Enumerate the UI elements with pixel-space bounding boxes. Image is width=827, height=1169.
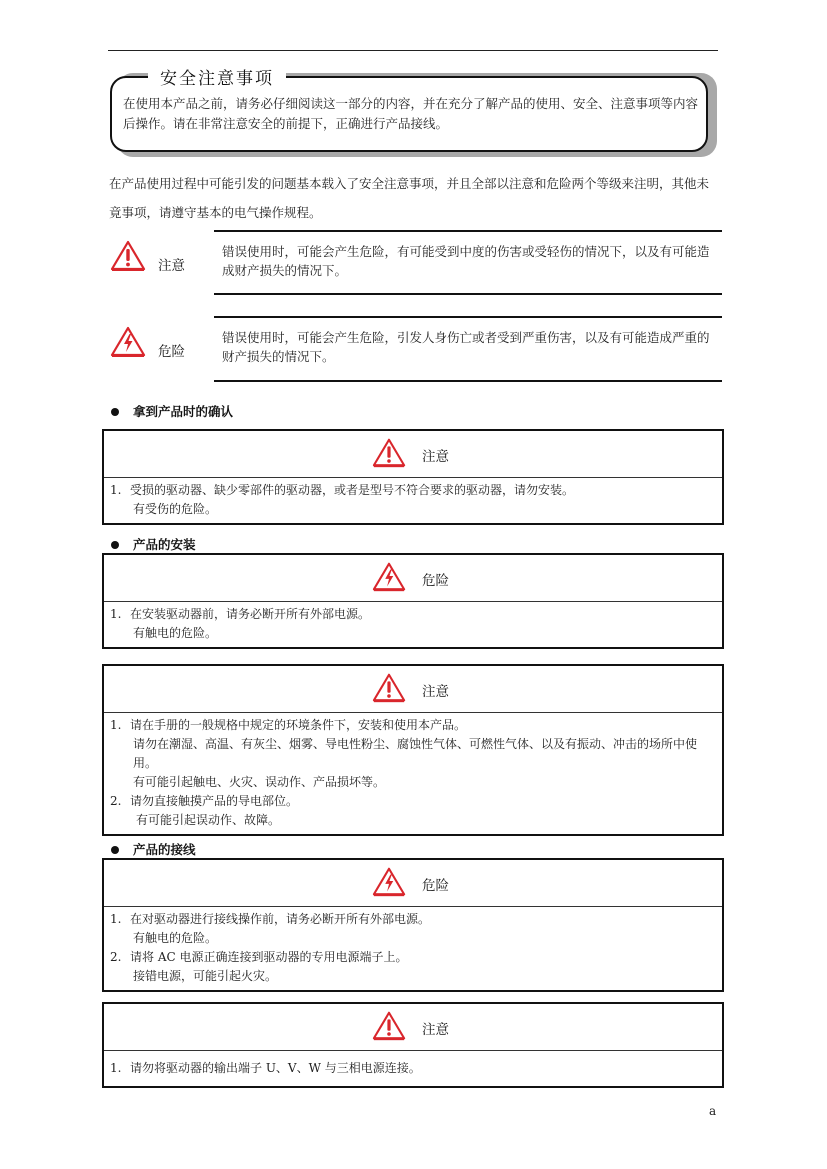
level-label: 危险: [158, 344, 185, 360]
item-number: 1.: [110, 483, 122, 497]
level-description: 错误使用时，可能会产生危险，有可能受到中度的伤害或受轻伤的情况下，以及有可能造成财产损失的情况下。: [214, 230, 722, 295]
warning-label: 注意: [422, 1022, 449, 1038]
warning-table: [102, 553, 724, 649]
warning-label: 危险: [422, 573, 449, 589]
intro-text: 在使用本产品之前，请务必仔细阅读这一部分的内容，并在充分了解产品的使用、安全、注意事项等内容后操作。请在非常注意安全的前提下，正确进行产品接线。: [123, 96, 699, 131]
item-number: 2.: [110, 950, 122, 964]
section-heading-text: 产品的安装: [133, 537, 196, 552]
section-heading: [111, 535, 196, 553]
danger-lightning-icon: [372, 866, 406, 898]
warning-table-body: [104, 907, 722, 990]
caution-exclamation-icon: [372, 437, 406, 469]
item-text: 请在手册的一般规格中规定的环境条件下，安装和使用本产品。: [130, 718, 467, 732]
warning-table-header: [104, 860, 722, 907]
warning-table-header: [104, 431, 722, 478]
section-heading-text: 产品的接线: [133, 842, 196, 857]
item-subtext: 有可能引起触电、火灾、误动作、产品损坏等。: [133, 775, 386, 789]
item-text: 受损的驱动器、缺少零部件的驱动器，或者是型号不符合要求的驱动器，请勿安装。: [130, 483, 575, 497]
item-subtext: 有可能引起误动作、故障。: [136, 813, 281, 827]
caution-exclamation-icon: [110, 240, 146, 272]
warning-item: [110, 792, 718, 811]
bullet-dot-icon: [111, 408, 119, 416]
section-heading: [111, 402, 233, 420]
warning-table: [102, 858, 724, 992]
caution-exclamation-icon: [372, 1010, 406, 1042]
warning-item: [110, 1059, 718, 1078]
bullet-dot-icon: [111, 541, 119, 549]
item-text: 在对驱动器进行接线操作前，请务必断开所有外部电源。: [130, 912, 431, 926]
item-text: 请勿将驱动器的输出端子 U、V、W 与三相电源连接。: [130, 1061, 421, 1075]
warning-table-body: [104, 478, 722, 523]
header-rule: [108, 50, 718, 51]
warning-item: [110, 716, 718, 735]
item-text: 请将 AC 电源正确连接到驱动器的专用电源端子上。: [130, 950, 408, 964]
item-number: 1.: [110, 607, 122, 621]
warning-table: [102, 1002, 724, 1088]
item-text: 请勿直接触摸产品的导电部位。: [130, 794, 299, 808]
item-number: 1.: [110, 718, 122, 732]
warning-table-body: [104, 602, 722, 647]
item-subtext: 有触电的危险。: [133, 931, 218, 945]
item-number: 2.: [110, 794, 122, 808]
danger-lightning-icon: [110, 326, 146, 358]
warning-table: [102, 429, 724, 525]
warning-item: [110, 481, 718, 500]
caution-exclamation-icon: [372, 672, 406, 704]
warning-label: 危险: [422, 878, 449, 894]
warning-table-header: [104, 666, 722, 713]
level-label: 注意: [158, 258, 185, 274]
item-number: 1.: [110, 1061, 122, 1075]
intro-box: [110, 66, 712, 154]
section-heading: [111, 840, 196, 858]
warning-table-body: [104, 713, 722, 834]
item-number: 1.: [110, 912, 122, 926]
item-subtext: 有触电的危险。: [133, 626, 218, 640]
warning-table-header: [104, 555, 722, 602]
level-description: 错误使用时，可能会产生危险，引发人身伤亡或者受到严重伤害，以及有可能造成严重的财产损失的情况下。: [214, 316, 722, 382]
section-heading-text: 拿到产品时的确认: [133, 404, 234, 419]
warning-item: [110, 910, 718, 929]
danger-lightning-icon: [372, 561, 406, 593]
warning-label: 注意: [422, 449, 449, 465]
bullet-dot-icon: [111, 846, 119, 854]
warning-table-header: [104, 1004, 722, 1051]
item-subtext: 接错电源，可能引起火灾。: [133, 969, 278, 983]
warning-item: [110, 948, 718, 967]
item-text: 在安装驱动器前，请务必断开所有外部电源。: [130, 607, 371, 621]
item-subtext: 有受伤的危险。: [133, 502, 218, 516]
intro-title: 安全注意事项: [148, 64, 286, 89]
warning-table-body: [104, 1051, 722, 1086]
warning-table: [102, 664, 724, 836]
warning-item: [110, 605, 718, 624]
intro-paragraph: 在产品使用过程中可能引发的问题基本载入了安全注意事项，并且全部以注意和危险两个等级来注明，其他未竟事项，请遵守基本的电气操作规程。: [109, 176, 710, 220]
page-marker: a: [709, 1104, 717, 1118]
item-subtext: 请勿在潮湿、高温、有灰尘、烟雾、导电性粉尘、腐蚀性气体、可燃性气体、以及有振动、冲击的场所中使用。: [133, 737, 698, 770]
warning-label: 注意: [422, 684, 449, 700]
